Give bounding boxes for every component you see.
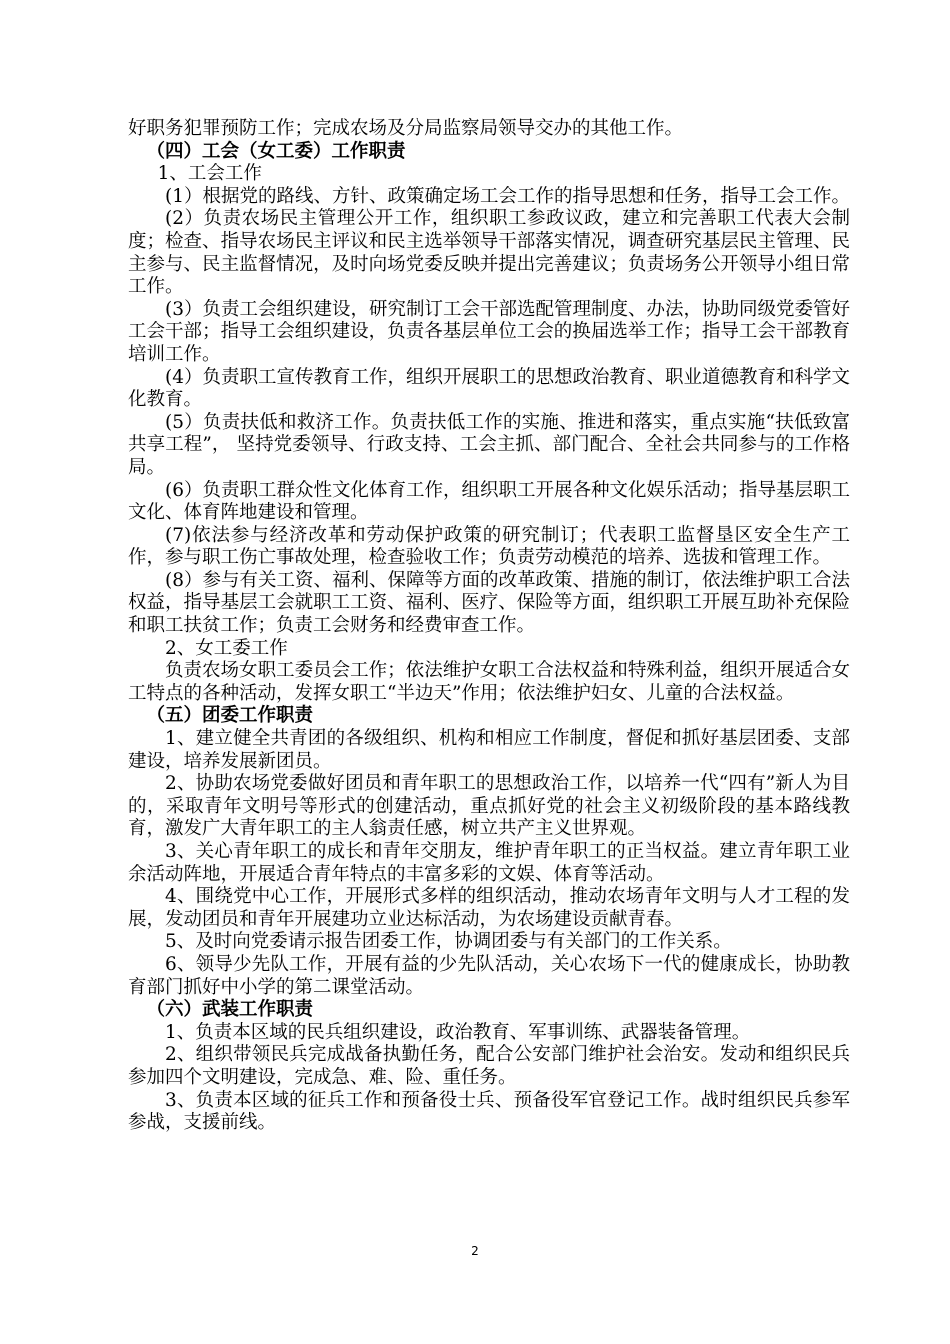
section-heading-5: （五）团委工作职责 [146, 705, 314, 727]
paragraph: 负责农场女职工委员会工作；依法维护女职工合法权益和特殊利益，组织开展适合女工特点的各种活动，发挥女职工“半边天”作用；依法维护妇女、儿童的合法权益。 [128, 660, 850, 704]
paragraph: (8）参与有关工资、福利、保障等方面的改革政策、措施的制订，依法维护职工合法权益，指导基层工会就职工工资、福利、医疗、保险等方面，组织职工开展互助补充保险和职工扶贫工作；负责工会财务和经费审查工作。 [128, 569, 850, 637]
paragraph: 6、领导少先队工作，开展有益的少先队活动，关心农场下一代的健康成长，协助教育部门抓好中小学的第二课堂活动。 [128, 953, 850, 998]
subheading-women-committee: 2、女工委工作 [165, 637, 288, 659]
paragraph: 5、及时向党委请示报告团委工作，协调团委与有关部门的工作关系。 [165, 931, 732, 953]
subheading-union-work: 1、工会工作 [157, 163, 262, 185]
paragraph: (6）负责职工群众性文化体育工作，组织职工开展各种文化娱乐活动；指导基层职工文化、体育阵地建设和管理。 [128, 479, 850, 524]
paragraph: 1、建立健全共青团的各级组织、机构和相应工作制度，督促和抓好基层团委、支部建设，培养发展新团员。 [128, 728, 850, 772]
section-heading-6: （六）武装工作职责 [146, 999, 314, 1021]
page-number: 2 [471, 1244, 479, 1258]
paragraph: (4）负责职工宣传教育工作，组织开展职工的思想政治教育、职业道德教育和科学文化教育。 [128, 366, 850, 411]
paragraph: 1、负责本区域的民兵组织建设，政治教育、军事训练、武器装备管理。 [165, 1021, 751, 1043]
paragraph: (2）负责农场民主管理公开工作，组织职工参政议政，建立和完善职工代表大会制度；检查、指导农场民主评议和民主选举领导干部落实情况，调查研究基层民主管理、民主参与、民主监督情况，及时向场党委反映并提出完善建议；负责场务公开领导小组日常工作。 [128, 208, 850, 298]
paragraph: 3、关心青年职工的成长和青年交朋友，维护青年职工的正当权益。建立青年职工业余活动阵地，开展适合青年特点的丰富多彩的文娱、体育等活动。 [128, 841, 850, 885]
document-body [128, 118, 850, 1135]
paragraph: (5）负责扶低和救济工作。负责扶低工作的实施、推进和落实，重点实施“扶低致富共享工程”， 坚持党委领导、行政支持、工会主抓、部门配合、全社会共同参与的工作格局。 [128, 411, 850, 478]
paragraph: (7)依法参与经济改革和劳动保护政策的研究制订；代表职工监督垦区安全生产工作，参与职工伤亡事故处理，检查验收工作；负责劳动模范的培养、选拔和管理工作。 [128, 524, 850, 569]
paragraph: 2、组织带领民兵完成战备执勤任务，配合公安部门维护社会治安。发动和组织民兵参加四个文明建设，完成急、难、险、重任务。 [128, 1044, 850, 1088]
paragraph: 好职务犯罪预防工作；完成农场及分局监察局领导交办的其他工作。 [128, 118, 684, 139]
paragraph: (1）根据党的路线、方针、政策确定场工会工作的指导思想和任务，指导工会工作。 [165, 185, 850, 207]
paragraph: 2、协助农场党委做好团员和青年职工的思想政治工作，以培养一代“四有”新人为目的，采取青年文明号等形式的创建活动，重点抓好党的社会主义初级阶段的基本路线教育，激发广大青年职工的主人翁责任感，树立共产主义世界观。 [128, 773, 850, 840]
paragraph: 4、围绕党中心工作，开展形式多样的组织活动，推动农场青年文明与人才工程的发展，发动团员和青年开展建功立业达标活动，为农场建设贡献青春。 [128, 886, 850, 930]
paragraph: (3）负责工会组织建设，研究制订工会干部选配管理制度、办法，协助同级党委管好工会干部；指导工会组织建设，负责各基层单位工会的换届选举工作；指导工会干部教育培训工作。 [128, 298, 850, 365]
paragraph: 3、负责本区域的征兵工作和预备役士兵、预备役军官登记工作。战时组织民兵参军参战，支援前线。 [128, 1089, 850, 1134]
section-heading-4: （四）工会（女工委）工作职责 [146, 140, 406, 162]
